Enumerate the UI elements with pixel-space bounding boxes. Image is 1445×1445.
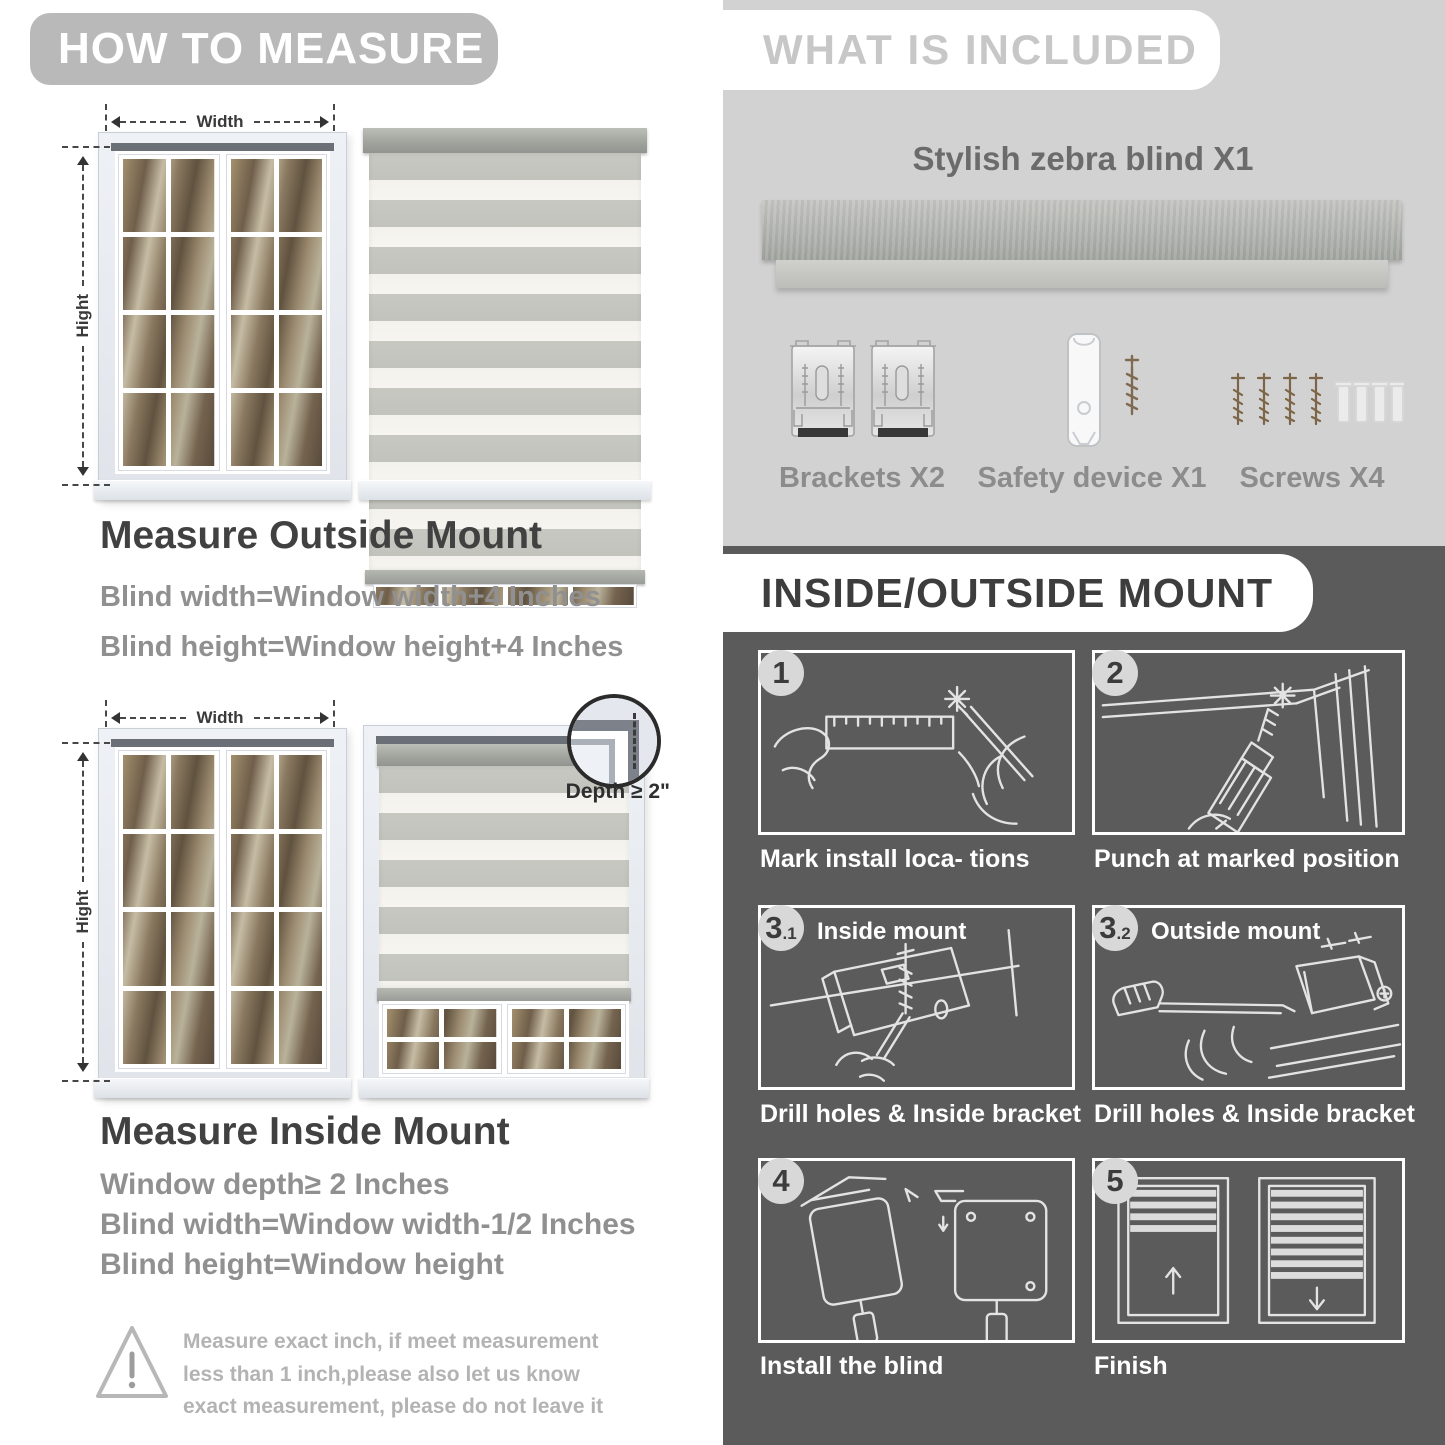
step4-badge: 4 bbox=[758, 1158, 804, 1204]
window-sill bbox=[94, 480, 351, 500]
width-label: Width bbox=[196, 708, 244, 727]
what-is-included-header bbox=[723, 10, 1220, 90]
step2-caption: Punch at marked position bbox=[1094, 845, 1400, 873]
window-track bbox=[111, 143, 334, 151]
step5-caption: Finish bbox=[1094, 1352, 1168, 1380]
step1-caption: Mark install loca- tions bbox=[760, 845, 1030, 873]
screws-label: Screws X4 bbox=[1239, 462, 1385, 494]
step5-badge: 5 bbox=[1092, 1158, 1138, 1204]
depth-dash bbox=[633, 713, 636, 768]
blind-bottom-rail bbox=[377, 988, 631, 1001]
inside-formula-depth: Window depth≥ 2 Inches bbox=[100, 1168, 450, 1201]
step4-caption: Install the blind bbox=[760, 1352, 944, 1380]
measure-note: Measure exact inch, if meet measurement less than 1 inch,please also let us know exact measurement, please do not leave it bbox=[183, 1330, 604, 1419]
arrow-left-icon bbox=[105, 712, 120, 724]
height-dimension-1 bbox=[73, 150, 93, 482]
step3-1-title: Inside mount bbox=[817, 918, 967, 945]
inside-formula-width: Blind width=Window width-1/2 Inches bbox=[100, 1208, 636, 1241]
window-photo-1 bbox=[98, 132, 347, 500]
safety-device-label: Safety device X1 bbox=[977, 462, 1207, 494]
height-label: Hight bbox=[73, 890, 92, 934]
window-lower-sashes bbox=[379, 1001, 629, 1077]
mount-header bbox=[723, 554, 1313, 632]
step3-2-badge: 3 .2 bbox=[1092, 905, 1138, 951]
step1-panel bbox=[758, 650, 1075, 835]
arrow-down-icon bbox=[77, 467, 89, 482]
window-sashes bbox=[115, 747, 330, 1072]
screws-icon bbox=[1222, 372, 1404, 436]
warning-icon bbox=[92, 1320, 172, 1404]
step3-1-panel bbox=[758, 905, 1075, 1090]
step3-2-caption: Drill holes & Inside bracket bbox=[1094, 1100, 1415, 1128]
depth-label: Depth ≥ 2" bbox=[565, 780, 670, 803]
step1-illustration bbox=[761, 653, 1072, 832]
dim-tick bbox=[62, 1080, 110, 1082]
zebra-blind-window-1 bbox=[363, 128, 647, 500]
arrow-up-icon bbox=[77, 746, 89, 761]
outside-mount-heading: Measure Outside Mount bbox=[100, 514, 543, 557]
step4-panel bbox=[758, 1158, 1075, 1343]
magnifier-icon bbox=[567, 694, 661, 788]
width-dimension-1 bbox=[105, 112, 335, 132]
brackets-label: Brackets X2 bbox=[778, 462, 946, 494]
inside-mount-heading: Measure Inside Mount bbox=[100, 1110, 510, 1153]
step2-illustration bbox=[1095, 653, 1402, 832]
height-label: Hight bbox=[73, 294, 92, 338]
headrail-image bbox=[762, 200, 1402, 260]
step5-illustration bbox=[1095, 1161, 1402, 1340]
window-sill bbox=[94, 1078, 351, 1098]
window-photo-2 bbox=[98, 728, 347, 1098]
arrow-up-icon bbox=[77, 150, 89, 165]
width-dimension-2 bbox=[105, 708, 335, 728]
height-dimension-2 bbox=[73, 746, 93, 1078]
blind-cassette bbox=[363, 128, 647, 153]
step3-1-badge: 3 .1 bbox=[758, 905, 804, 951]
step4-illustration bbox=[761, 1161, 1072, 1340]
mount-title: INSIDE/OUTSIDE MOUNT bbox=[761, 569, 1274, 616]
step1-badge: 1 bbox=[758, 650, 804, 696]
dim-tick bbox=[62, 146, 110, 148]
width-label: Width bbox=[196, 112, 244, 131]
arrow-left-icon bbox=[105, 116, 120, 128]
what-is-included-title: WHAT IS INCLUDED bbox=[763, 26, 1198, 73]
window-sill bbox=[359, 480, 651, 500]
step3-1-caption: Drill holes & Inside bracket bbox=[760, 1100, 1081, 1128]
product-name: Stylish zebra blind X1 bbox=[912, 140, 1254, 177]
dim-tick bbox=[62, 484, 110, 486]
outside-formula-height: Blind height=Window height+4 Inches bbox=[100, 631, 624, 663]
arrow-down-icon bbox=[77, 1063, 89, 1078]
how-to-measure-title: HOW TO MEASURE bbox=[58, 24, 485, 73]
how-to-measure-header bbox=[30, 13, 498, 85]
window-sashes bbox=[115, 151, 330, 474]
dim-tick bbox=[62, 742, 110, 744]
inside-formula-height: Blind height=Window height bbox=[100, 1248, 504, 1281]
step3-2-title: Outside mount bbox=[1151, 918, 1321, 945]
step2-badge: 2 bbox=[1092, 650, 1138, 696]
fabric-roll-image bbox=[776, 260, 1388, 288]
step5-panel bbox=[1092, 1158, 1405, 1343]
window-track bbox=[111, 739, 334, 747]
bracket-icon bbox=[788, 336, 938, 450]
step2-panel bbox=[1092, 650, 1405, 835]
safety-device-icon bbox=[1040, 332, 1160, 458]
window-sill bbox=[359, 1078, 649, 1098]
step3-2-panel bbox=[1092, 905, 1405, 1090]
outside-formula-width: Blind width=Window width+4 Inches bbox=[100, 581, 601, 613]
